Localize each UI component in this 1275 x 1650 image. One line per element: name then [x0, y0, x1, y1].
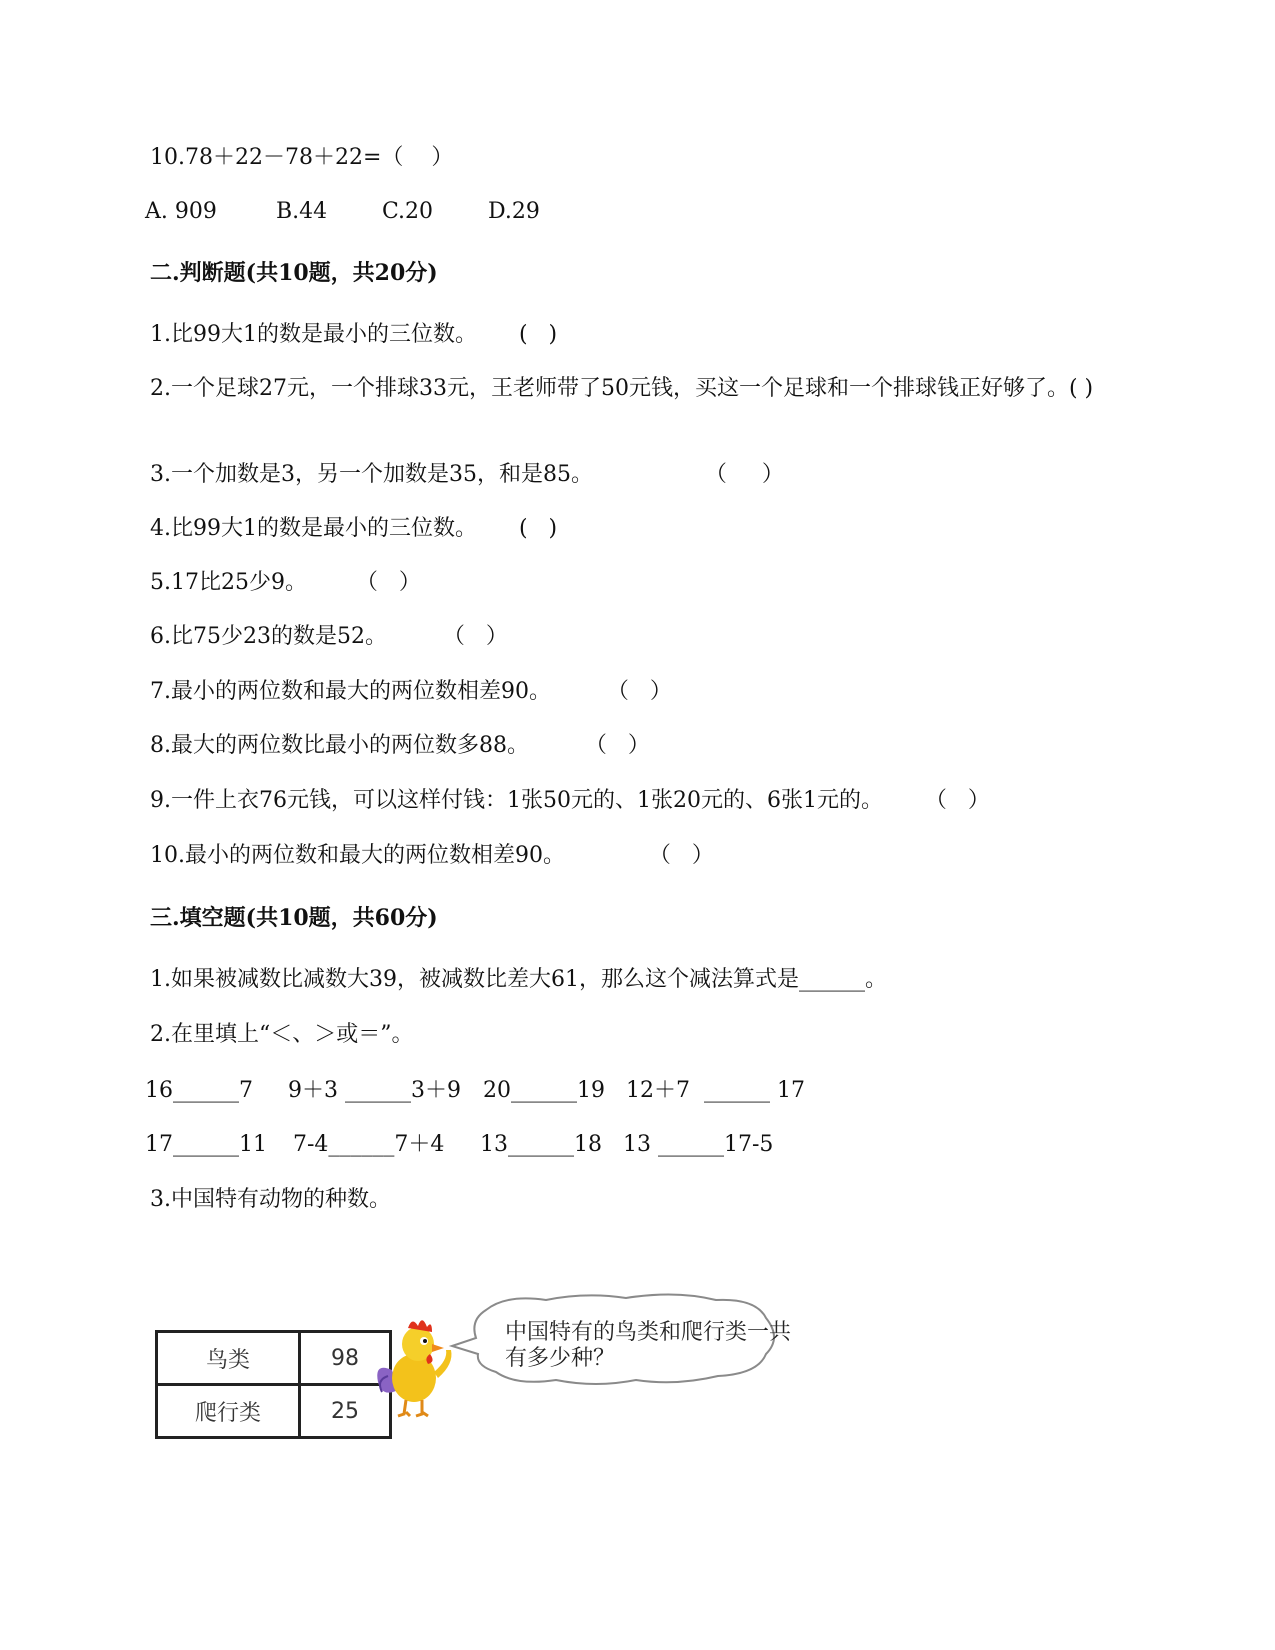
fill-item-2: 2.在里填上“＜、＞或＝”。 [150, 1022, 414, 1047]
question-10-stem: 10.78＋22－78＋22=（ ） [150, 145, 454, 170]
compare-cell: 16______7 [145, 1078, 253, 1103]
compare-cell: 13______18 [480, 1132, 602, 1157]
judge-item-2: 2.一个足球27元，一个排球33元，王老师带了50元钱，买这一个足球和一个排球钱正好够了。( ) [150, 376, 1094, 401]
table-cell-name: 爬行类 [157, 1385, 300, 1438]
compare-cell: 12＋7 ______ 17 [626, 1078, 805, 1103]
table-cell-value: 25 [300, 1385, 391, 1438]
judge-item-10: 10.最小的两位数和最大的两位数相差90。 （ ） [150, 843, 714, 868]
table-row [157, 1332, 391, 1385]
compare-cell: 20______19 [483, 1078, 605, 1103]
table-row [157, 1385, 391, 1438]
section3-title: 三.填空题(共10题，共60分) [150, 905, 438, 931]
speech-bubble-text: 中国特有的鸟类和爬行类一共有多少种？ [505, 1320, 792, 1371]
compare-cell: 17______11 [145, 1132, 267, 1157]
judge-item-9: 9.一件上衣76元钱，可以这样付钱：1张50元的、1张20元的、6张1元的。 （ ） [150, 788, 990, 813]
compare-cell: 7-4______7＋4 [293, 1132, 445, 1157]
table-cell-value: 98 [300, 1332, 391, 1385]
judge-item-7: 7.最小的两位数和最大的两位数相差90。 （ ） [150, 679, 672, 704]
fill-item-3: 3.中国特有动物的种数。 [150, 1187, 391, 1212]
option-b: B.44 [276, 199, 328, 224]
judge-item-1: 1.比99大1的数是最小的三位数。 ( ) [150, 322, 558, 347]
option-d: D.29 [488, 199, 540, 224]
option-a: A. 909 [145, 199, 217, 224]
judge-item-5: 5.17比25少9。 （ ） [150, 570, 421, 595]
judge-item-3: 3.一个加数是3，另一个加数是35，和是85。 （ ） [150, 462, 784, 487]
table-cell-name: 鸟类 [157, 1332, 300, 1385]
judge-item-8: 8.最大的两位数比最小的两位数多88。 （ ） [150, 733, 650, 758]
judge-item-6: 6.比75少23的数是52。 （ ） [150, 624, 508, 649]
option-c: C.20 [382, 199, 434, 224]
judge-item-4: 4.比99大1的数是最小的三位数。 ( ) [150, 516, 558, 541]
section2-title: 二.判断题(共10题，共20分) [150, 260, 438, 286]
compare-cell: 9＋3 ______3＋9 [288, 1078, 461, 1103]
fill-item-1: 1.如果被减数比减数大39，被减数比差大61，那么这个减法算式是______。 [150, 967, 887, 992]
compare-cell: 13 ______17-5 [623, 1132, 774, 1157]
species-table [155, 1330, 392, 1439]
animal-figure [150, 1300, 810, 1485]
